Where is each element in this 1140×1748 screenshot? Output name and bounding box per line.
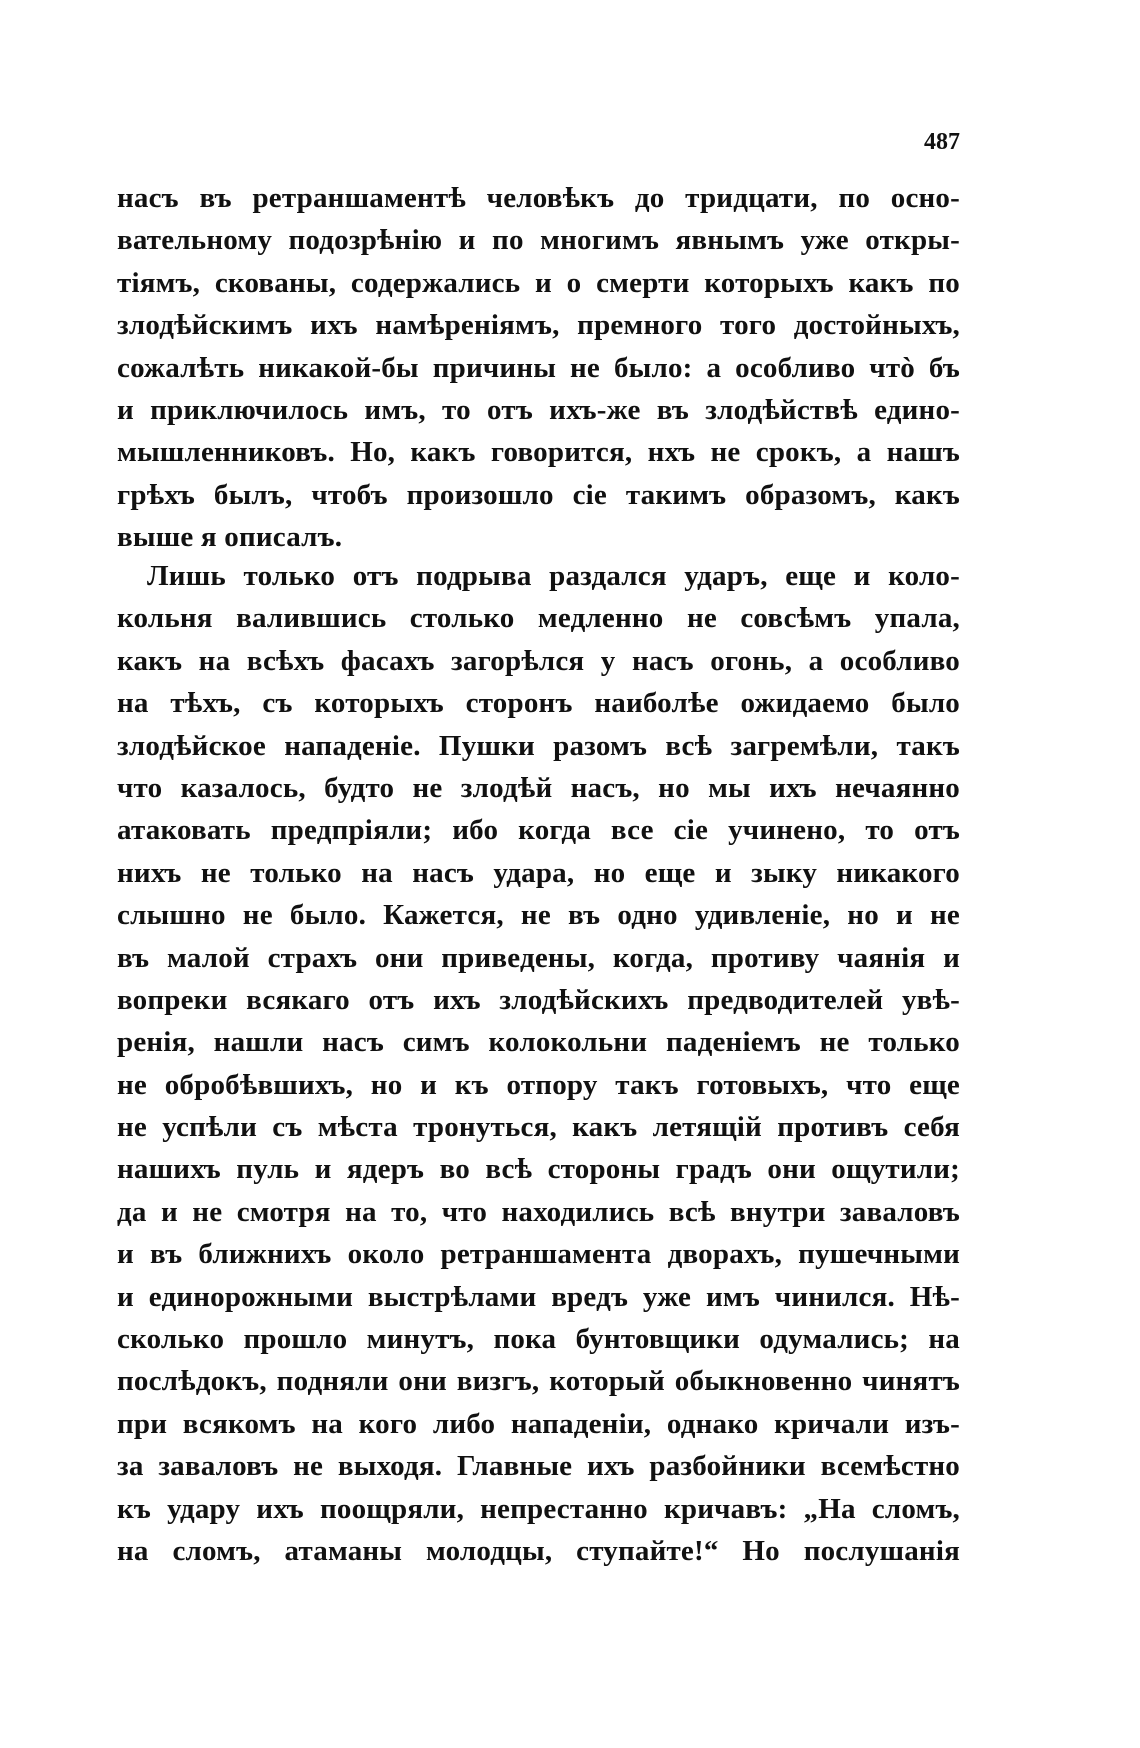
text-line: при всякомъ на кого либо нападеніи, однако кричали изъ- — [117, 1407, 960, 1440]
text-line: какъ на всѣхъ фасахъ загорѣлся у насъ огонь, а особливо — [117, 644, 960, 677]
text-line: на тѣхъ, съ которыхъ сторонъ наиболѣе ожидаемо было — [117, 687, 960, 720]
text-line: слышно не было. Кажется, не въ одно удивленіе, но и не — [117, 899, 960, 932]
text-line: къ удару ихъ поощряли, непрестанно кричавъ: „На сломъ, — [117, 1492, 960, 1525]
text-line: за заваловъ не выходя. Главные ихъ разбойники всемѣстно — [117, 1450, 960, 1483]
text-line: выше я описалъ. — [117, 521, 343, 554]
text-line: насъ въ ретраншаментѣ человѣкъ до тридцати, по осно- — [117, 182, 960, 214]
text-line: и въ ближнихъ около ретраншамента дворахъ, пушечными — [117, 1238, 960, 1271]
text-line: не обробѣвшихъ, но и къ отпору такъ готовыхъ, что еще — [117, 1068, 960, 1101]
text-line: нихъ не только на насъ удара, но еще и зыку никакого — [117, 856, 960, 889]
text-line: кольня валившись столько медленно не совсѣмъ упала, — [117, 602, 960, 635]
text-line: что казалось, будто не злодѣй насъ, но мы ихъ нечаянно — [117, 771, 960, 804]
text-line: и единорожными выстрѣлами вредъ уже имъ чинился. Нѣ- — [117, 1280, 960, 1313]
text-line: атаковать предпріяли; ибо когда все сіе учинено, то отъ — [117, 814, 960, 847]
text-line: и приключилось имъ, то отъ ихъ-же въ злодѣйствѣ едино- — [117, 393, 960, 426]
page-number: 487 — [924, 129, 960, 155]
text-line: да и не смотря на то, что находились всѣ внутри заваловъ — [117, 1195, 960, 1228]
text-line: Лишь только отъ подрыва раздался ударъ, еще и коло- — [147, 560, 960, 592]
text-line: ренія, нашли насъ симъ колокольни паденіемъ не только — [117, 1026, 960, 1059]
text-line: грѣхъ былъ, чтобъ произошло сіе такимъ образомъ, какъ — [117, 478, 960, 511]
text-line: вопреки всякаго отъ ихъ злодѣйскихъ предводителей увѣ- — [117, 983, 960, 1016]
text-line: не успѣли съ мѣста тронуться, какъ летящій противъ себя — [117, 1111, 960, 1144]
text-line: злодѣйскимъ ихъ намѣреніямъ, премного того достойныхъ, — [117, 309, 960, 342]
text-line: злодѣйское нападеніе. Пушки разомъ всѣ загремѣли, такъ — [117, 729, 960, 762]
text-line: послѣдокъ, подняли они визгъ, который обыкновенно чинятъ — [117, 1365, 960, 1398]
text-line: на сломъ, атаманы молодцы, ступайте!“ Но послушанія — [117, 1534, 960, 1567]
text-line: тіямъ, скованы, содержались и о смерти которыхъ какъ по — [117, 266, 960, 299]
text-line: сожалѣть никакой-бы причины не было: а особливо чтò бъ — [117, 351, 960, 384]
text-line: вательному подозрѣнію и по многимъ явнымъ уже откры- — [117, 224, 960, 257]
text-line: сколько прошло минутъ, пока бунтовщики одумались; на — [117, 1323, 960, 1356]
paragraph-2 — [117, 555, 960, 1572]
text-line: мышленниковъ. Но, какъ говорится, нхъ не срокъ, а нашъ — [117, 436, 960, 469]
text-line: нашихъ пуль и ядеръ во всѣ стороны градъ они ощутили; — [117, 1153, 960, 1186]
text-line: въ малой страхъ они приведены, когда, противу чаянія и — [117, 941, 960, 974]
paragraph-1 — [117, 177, 960, 559]
